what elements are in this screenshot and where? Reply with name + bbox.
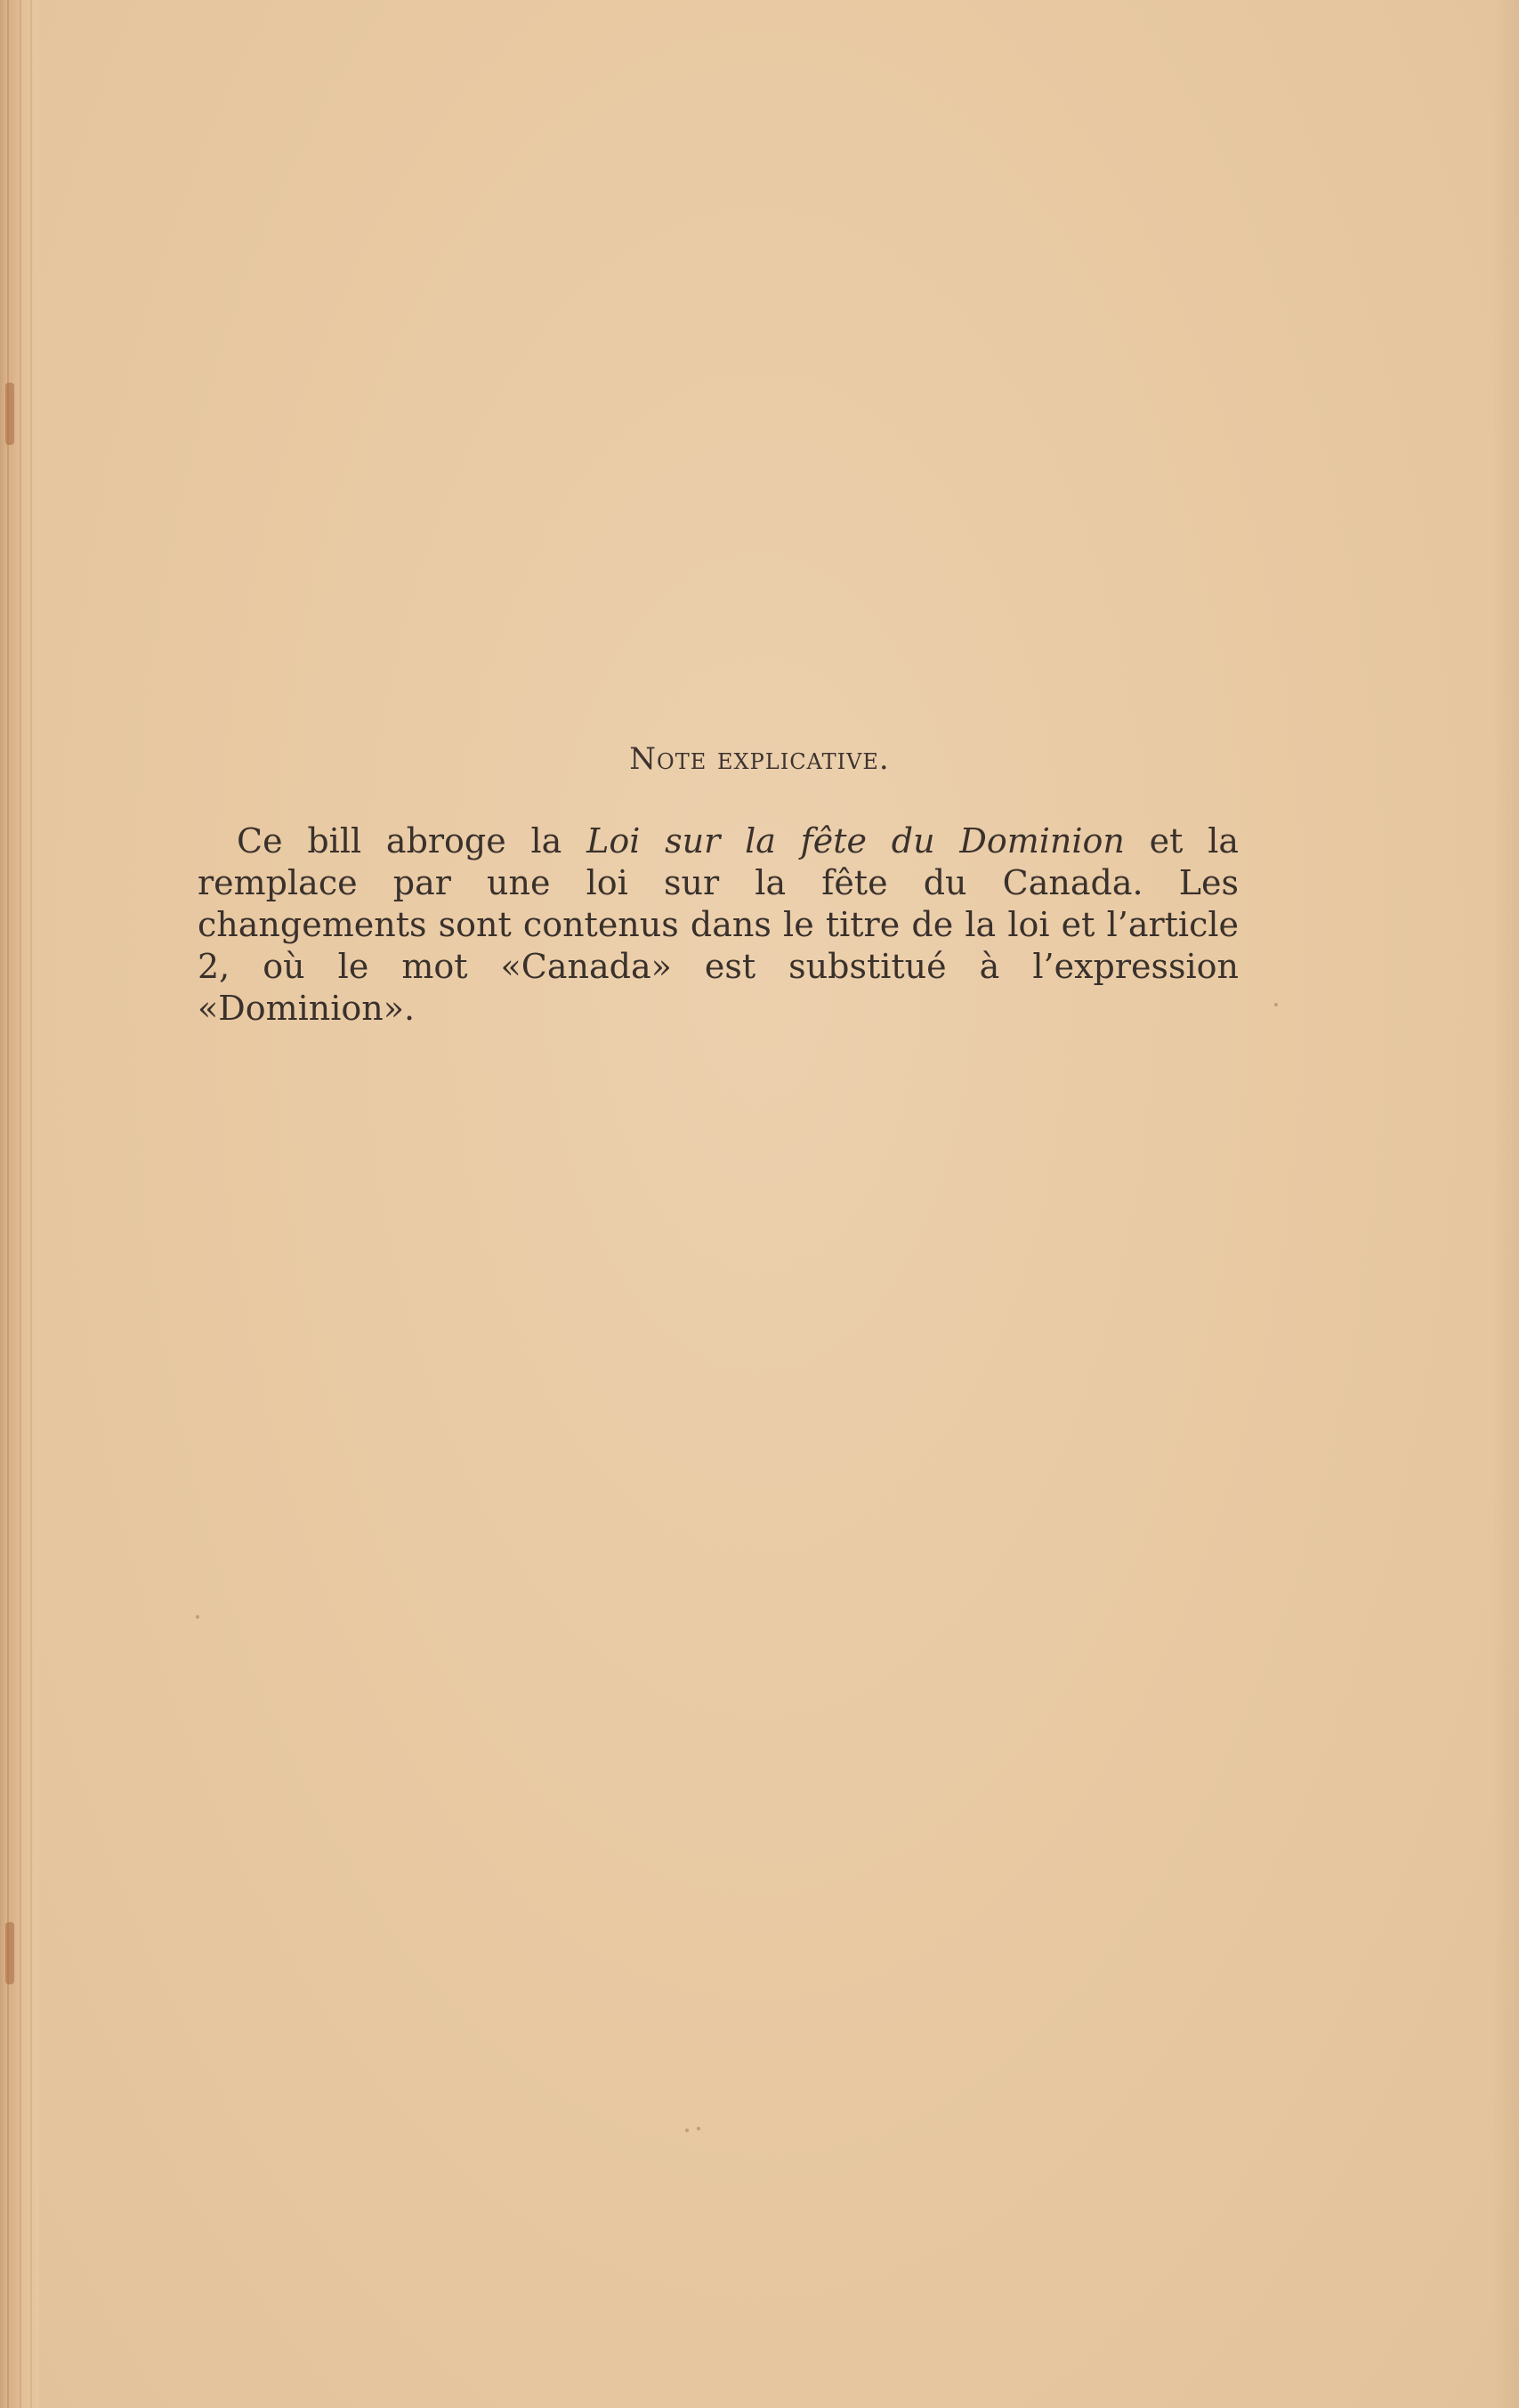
spine-stain [5, 383, 14, 445]
note-paragraph [198, 820, 1239, 1030]
paragraph-text-start: Ce bill abroge la [237, 821, 587, 861]
spine-fold-line [20, 0, 21, 2408]
page-edge-shadow [1492, 0, 1519, 2408]
spine-fold-line [7, 0, 9, 2408]
note-heading: Note explicative. [629, 741, 890, 777]
spine-stain [5, 1922, 14, 1984]
spine-fold-line [30, 0, 32, 2408]
paper-speck [697, 2127, 700, 2130]
paragraph-text-rest: et la remplace par une loi sur la fête du Canada. Les changements sont contenus dans le titre de la loi et l’article 2, où le mot «Canada» est substitué à l’expression «Dominion». [198, 821, 1240, 1028]
law-title: Loi sur la fête du Dominion [586, 821, 1125, 861]
paper-speck [196, 1615, 199, 1619]
paper-speck [1274, 1003, 1278, 1006]
paper-speck [685, 2129, 689, 2132]
